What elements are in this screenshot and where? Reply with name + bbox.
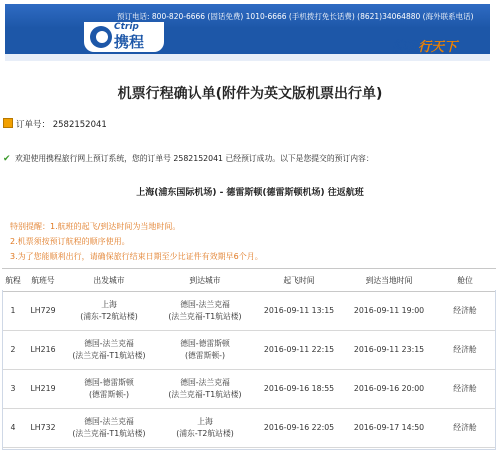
route-title: 上海(浦东国际机场) - 德雷斯顿(德雷斯顿机场) 往返航班 [136,188,364,198]
logo-english: Ctrip [114,22,139,32]
order-number: 2582152041 [52,120,107,130]
notice-line-1: 特别提醒：1.航班的起飞/到达时间为当地时间。 [10,222,181,231]
depart-time: 2016-09-11 22:15 [254,331,344,370]
slogan [392,36,457,55]
col-departure-city: 出发城市 [62,269,156,292]
table-header-row [2,269,496,292]
hotline-text: 预订电话: 800-820-6666 (固话免费) 1010-6666 (手机拨打免长话费) (8621)34064880 (海外联系电话) [117,12,474,21]
arrival-terminal: (法兰克福-T1航站楼) [168,390,242,399]
flight-number: LH729 [24,292,62,331]
departure-city-name: 德国-法兰克福 [84,417,134,426]
departure-city [62,292,156,331]
leg-number: 4 [2,409,24,448]
slogan-bar [5,54,490,61]
flights-table [2,268,496,448]
col-depart-time: 起飞时间 [254,269,344,292]
arrival-city-name: 上海 [197,417,213,426]
slogan-part2: 行天下 [418,40,458,55]
departure-terminal: (浦东-T2航站楼) [80,312,138,321]
depart-time: 2016-09-11 13:15 [254,292,344,331]
flight-number: LH216 [24,331,62,370]
page-title: 机票行程确认单(附件为英文版机票出行单) [117,86,383,102]
cabin-class: 经济舱 [434,409,496,448]
departure-city [62,331,156,370]
col-leg: 航程 [2,269,24,292]
table-row [2,331,496,370]
col-arrival-city: 到达城市 [156,269,254,292]
cabin-class: 经济舱 [434,370,496,409]
flight-number: LH219 [24,370,62,409]
table-row [2,370,496,409]
departure-city [62,409,156,448]
notice-block [10,219,263,264]
arrive-time: 2016-09-16 20:00 [344,370,434,409]
checkmark-icon: ✔ [3,154,11,164]
departure-terminal: (法兰克福-T1航站楼) [72,429,146,438]
departure-city-name: 上海 [101,300,117,309]
notice-line-3: 3.为了您能顺利出行，请确保旅行结束日期至少比证件有效期早6个月。 [10,252,263,261]
leg-number: 3 [2,370,24,409]
order-number-line [3,118,107,130]
welcome-text: 欢迎使用携程旅行网上预订系统，您的订单号 2582152041 已经预订成功。以下是您提交的预订内容： [15,154,374,163]
arrival-city-name: 德国-法兰克福 [180,378,230,387]
col-flight: 航班号 [24,269,62,292]
logo-chinese: 携程 [114,33,145,51]
cabin-class: 经济舱 [434,292,496,331]
flight-number: LH732 [24,409,62,448]
order-icon [3,118,13,128]
departure-city-name: 德国-法兰克福 [84,339,134,348]
leg-number: 2 [2,331,24,370]
arrive-time: 2016-09-17 14:50 [344,409,434,448]
arrive-time: 2016-09-11 19:00 [344,292,434,331]
arrival-terminal: (德雷斯顿-) [184,351,226,360]
arrive-time: 2016-09-11 23:15 [344,331,434,370]
arrival-city [156,292,254,331]
arrival-city-name: 德国-法兰克福 [180,300,230,309]
arrival-city [156,370,254,409]
table-row [2,409,496,448]
slogan-part1: 携程 [392,40,419,55]
departure-city-name: 德国-德雷斯顿 [84,378,134,387]
depart-time: 2016-09-16 18:55 [254,370,344,409]
cabin-class: 经济舱 [434,331,496,370]
arrival-terminal: (浦东-T2航站楼) [176,429,234,438]
arrival-city [156,331,254,370]
welcome-message [3,153,374,164]
notice-line-2: 2.机票须按预订航程的顺序使用。 [10,237,130,246]
departure-terminal: (德雷斯顿-) [88,390,130,399]
arrival-city [156,409,254,448]
leg-number: 1 [2,292,24,331]
arrival-city-name: 德国-德雷斯顿 [180,339,230,348]
arrival-terminal: (法兰克福-T1航站楼) [168,312,242,321]
departure-terminal: (法兰克福-T1航站楼) [72,351,146,360]
table-row [2,292,496,331]
col-arrive-time: 到达当地时间 [344,269,434,292]
col-cabin: 舱位 [434,269,496,292]
order-label: 订单号： [16,120,51,130]
depart-time: 2016-09-16 22:05 [254,409,344,448]
ctrip-logo-icon [90,26,112,48]
departure-city [62,370,156,409]
